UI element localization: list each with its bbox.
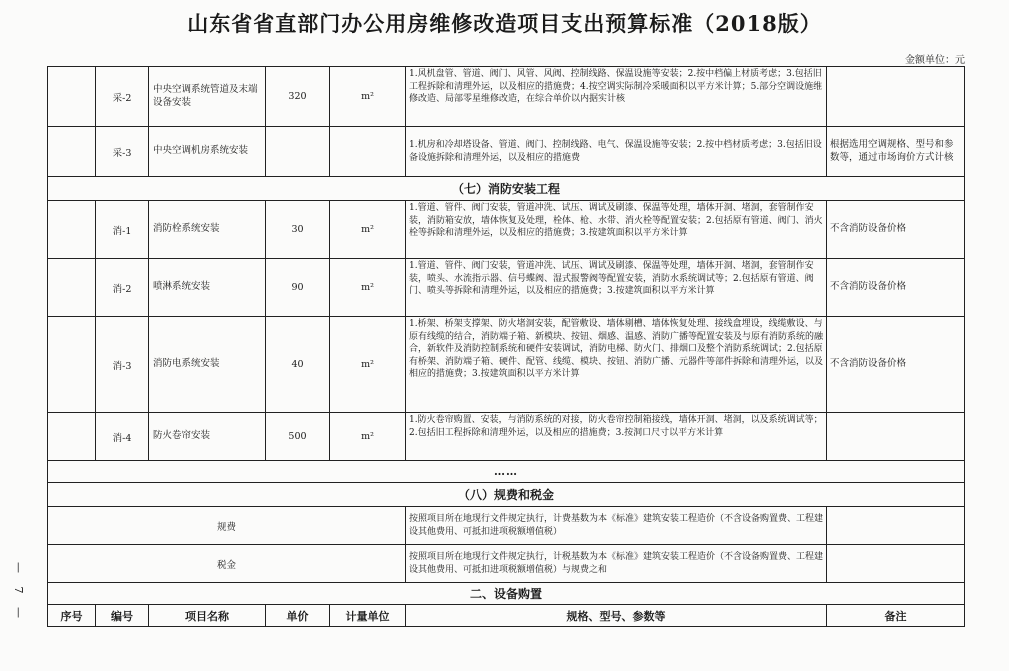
seq-cell — [48, 413, 96, 461]
section-heading: （七）消防安装工程 — [48, 177, 965, 201]
unit-cell: m² — [330, 259, 406, 317]
table-row — [48, 127, 965, 177]
unit-cell: m² — [330, 201, 406, 259]
ellipsis: …… — [48, 461, 965, 483]
unit-cell: m² — [330, 413, 406, 461]
section-heading: （八）规费和税金 — [48, 483, 965, 507]
item-name-cell: 消防电系统安装 — [149, 317, 266, 413]
header-spec: 规格、型号、参数等 — [406, 605, 827, 627]
table-row — [48, 545, 965, 583]
header-name: 项目名称 — [149, 605, 266, 627]
seq-cell — [48, 201, 96, 259]
spec-cell: 1.管道、管件、阀门安装，管道冲洗、试压、调试及刷漆、保温等处理，墙体开洞、堵洞，套管制作安装，喷头、水流指示器、信号蝶阀、湿式报警阀等配置安装，消防水系统调试等；2.包括原有管道、阀门、喷头等拆除和清理外运，以及相应的措施费；3.按建筑面积以平方米计算 — [406, 259, 827, 317]
seq-cell — [48, 317, 96, 413]
table-row — [48, 259, 965, 317]
table-row — [48, 413, 965, 461]
note-cell — [827, 413, 965, 461]
section-row — [48, 483, 965, 507]
page-title: 山东省省直部门办公用房维修改造项目支出预算标准（2018版） — [187, 11, 822, 36]
section-heading: 二、设备购置 — [48, 583, 965, 605]
item-name-cell: 喷淋系统安装 — [149, 259, 266, 317]
code-cell: 消-2 — [96, 259, 149, 317]
spec-cell: 1.桥架、桥架支撑架、防火堵洞安装，配管敷设、墙体剔槽、墙体恢复处理、接线盒埋设，线缆敷设、与原有线缆的结合，消防端子箱、新模块、按钮、烟感、温感、消防广播等配置安装及与原有消防系统的融合，新软件及消防控制系统和硬件安装调试，消防电梯、防火门、排烟口及整个消防系统调试；2.包括原有桥架、消防端子箱、硬件、配管、线缆、模块、按钮、消防广播、元器件等部件拆除和清理外运，以及相应的措施费；3.按建筑面积以平方米计算 — [406, 317, 827, 413]
header-seq: 序号 — [48, 605, 96, 627]
note-cell: 不含消防设备价格 — [827, 317, 965, 413]
header-note: 备注 — [827, 605, 965, 627]
price-cell: 40 — [266, 317, 330, 413]
table-row — [48, 67, 965, 127]
code-cell: 采-2 — [96, 67, 149, 127]
fee-name-cell: 税金 — [48, 545, 406, 583]
seq-cell — [48, 67, 96, 127]
budget-standard-table — [47, 66, 965, 627]
note-cell: 根据选用空调规格、型号和参数等，通过市场询价方式计核 — [827, 127, 965, 177]
spec-cell: 按照项目所在地现行文件规定执行，计税基数为本《标准》建筑安装工程造价（不含设备购置费、工程建设其他费用、可抵扣进项税额增值税）与规费之和 — [406, 545, 827, 583]
note-cell — [827, 507, 965, 545]
fee-name-cell: 规费 — [48, 507, 406, 545]
table-row — [48, 201, 965, 259]
item-name-cell: 消防栓系统安装 — [149, 201, 266, 259]
page-number: — 7 — — [12, 562, 25, 623]
unit-cell: m² — [330, 67, 406, 127]
table-row — [48, 317, 965, 413]
spec-cell: 1.管道、管件、阀门安装，管道冲洗、试压、调试及刷漆、保温等处理，墙体开洞、堵洞，套管制作安装，消防箱安放，墙体恢复及处理，栓体、枪、水带、消火栓等配置安装；2.包括原有管道、阀门、消火栓等拆除和清理外运，以及相应的措施费；3.按建筑面积以平方米计算 — [406, 201, 827, 259]
spec-cell: 1.防火卷帘购置、安装，与消防系统的对接，防火卷帘控制箱接线，墙体开洞、堵洞，以及系统调试等；2.包括旧工程拆除和清理外运，以及相应的措施费；3.按洞口尺寸以平方米计算 — [406, 413, 827, 461]
unit-cell: m² — [330, 317, 406, 413]
note-cell — [827, 67, 965, 127]
amount-unit-label: 金额单位：元 — [905, 55, 965, 66]
code-cell: 消-3 — [96, 317, 149, 413]
header-code: 编号 — [96, 605, 149, 627]
code-cell: 消-1 — [96, 201, 149, 259]
price-cell: 500 — [266, 413, 330, 461]
section-row — [48, 583, 965, 605]
price-cell — [266, 127, 330, 177]
unit-cell — [330, 127, 406, 177]
column-header-row — [48, 605, 965, 627]
seq-cell — [48, 259, 96, 317]
item-name-cell: 防火卷帘安装 — [149, 413, 266, 461]
spec-cell: 1.机房和冷却塔设备、管道、阀门、控制线路、电气、保温设施等安装；2.按中档材质考虑；3.包括旧设备设施拆除和清理外运，以及相应的措施费 — [406, 127, 827, 177]
header-unit: 计量单位 — [330, 605, 406, 627]
spec-cell: 按照项目所在地现行文件规定执行，计费基数为本《标准》建筑安装工程造价（不含设备购置费、工程建设其他费用、可抵扣进项税额增值税） — [406, 507, 827, 545]
note-cell — [827, 545, 965, 583]
code-cell: 采-3 — [96, 127, 149, 177]
section-row — [48, 177, 965, 201]
price-cell: 90 — [266, 259, 330, 317]
ellipsis-row — [48, 461, 965, 483]
note-cell: 不含消防设备价格 — [827, 259, 965, 317]
item-name-cell: 中央空调机房系统安装 — [149, 127, 266, 177]
code-cell: 消-4 — [96, 413, 149, 461]
price-cell: 320 — [266, 67, 330, 127]
item-name-cell: 中央空调系统管道及末端设备安装 — [149, 67, 266, 127]
price-cell: 30 — [266, 201, 330, 259]
seq-cell — [48, 127, 96, 177]
spec-cell: 1.风机盘管、管道、阀门、风管、风阀、控制线路、保温设施等安装；2.按中档偏上材质考虑；3.包括旧工程拆除和清理外运，以及相应的措施费；4.按空调实际制冷采暖面积以平方米计算；5.部分空调设施维修改造、局部零星维修改造，在综合单价以内据实计核 — [406, 67, 827, 127]
header-price: 单价 — [266, 605, 330, 627]
table-row — [48, 507, 965, 545]
note-cell: 不含消防设备价格 — [827, 201, 965, 259]
